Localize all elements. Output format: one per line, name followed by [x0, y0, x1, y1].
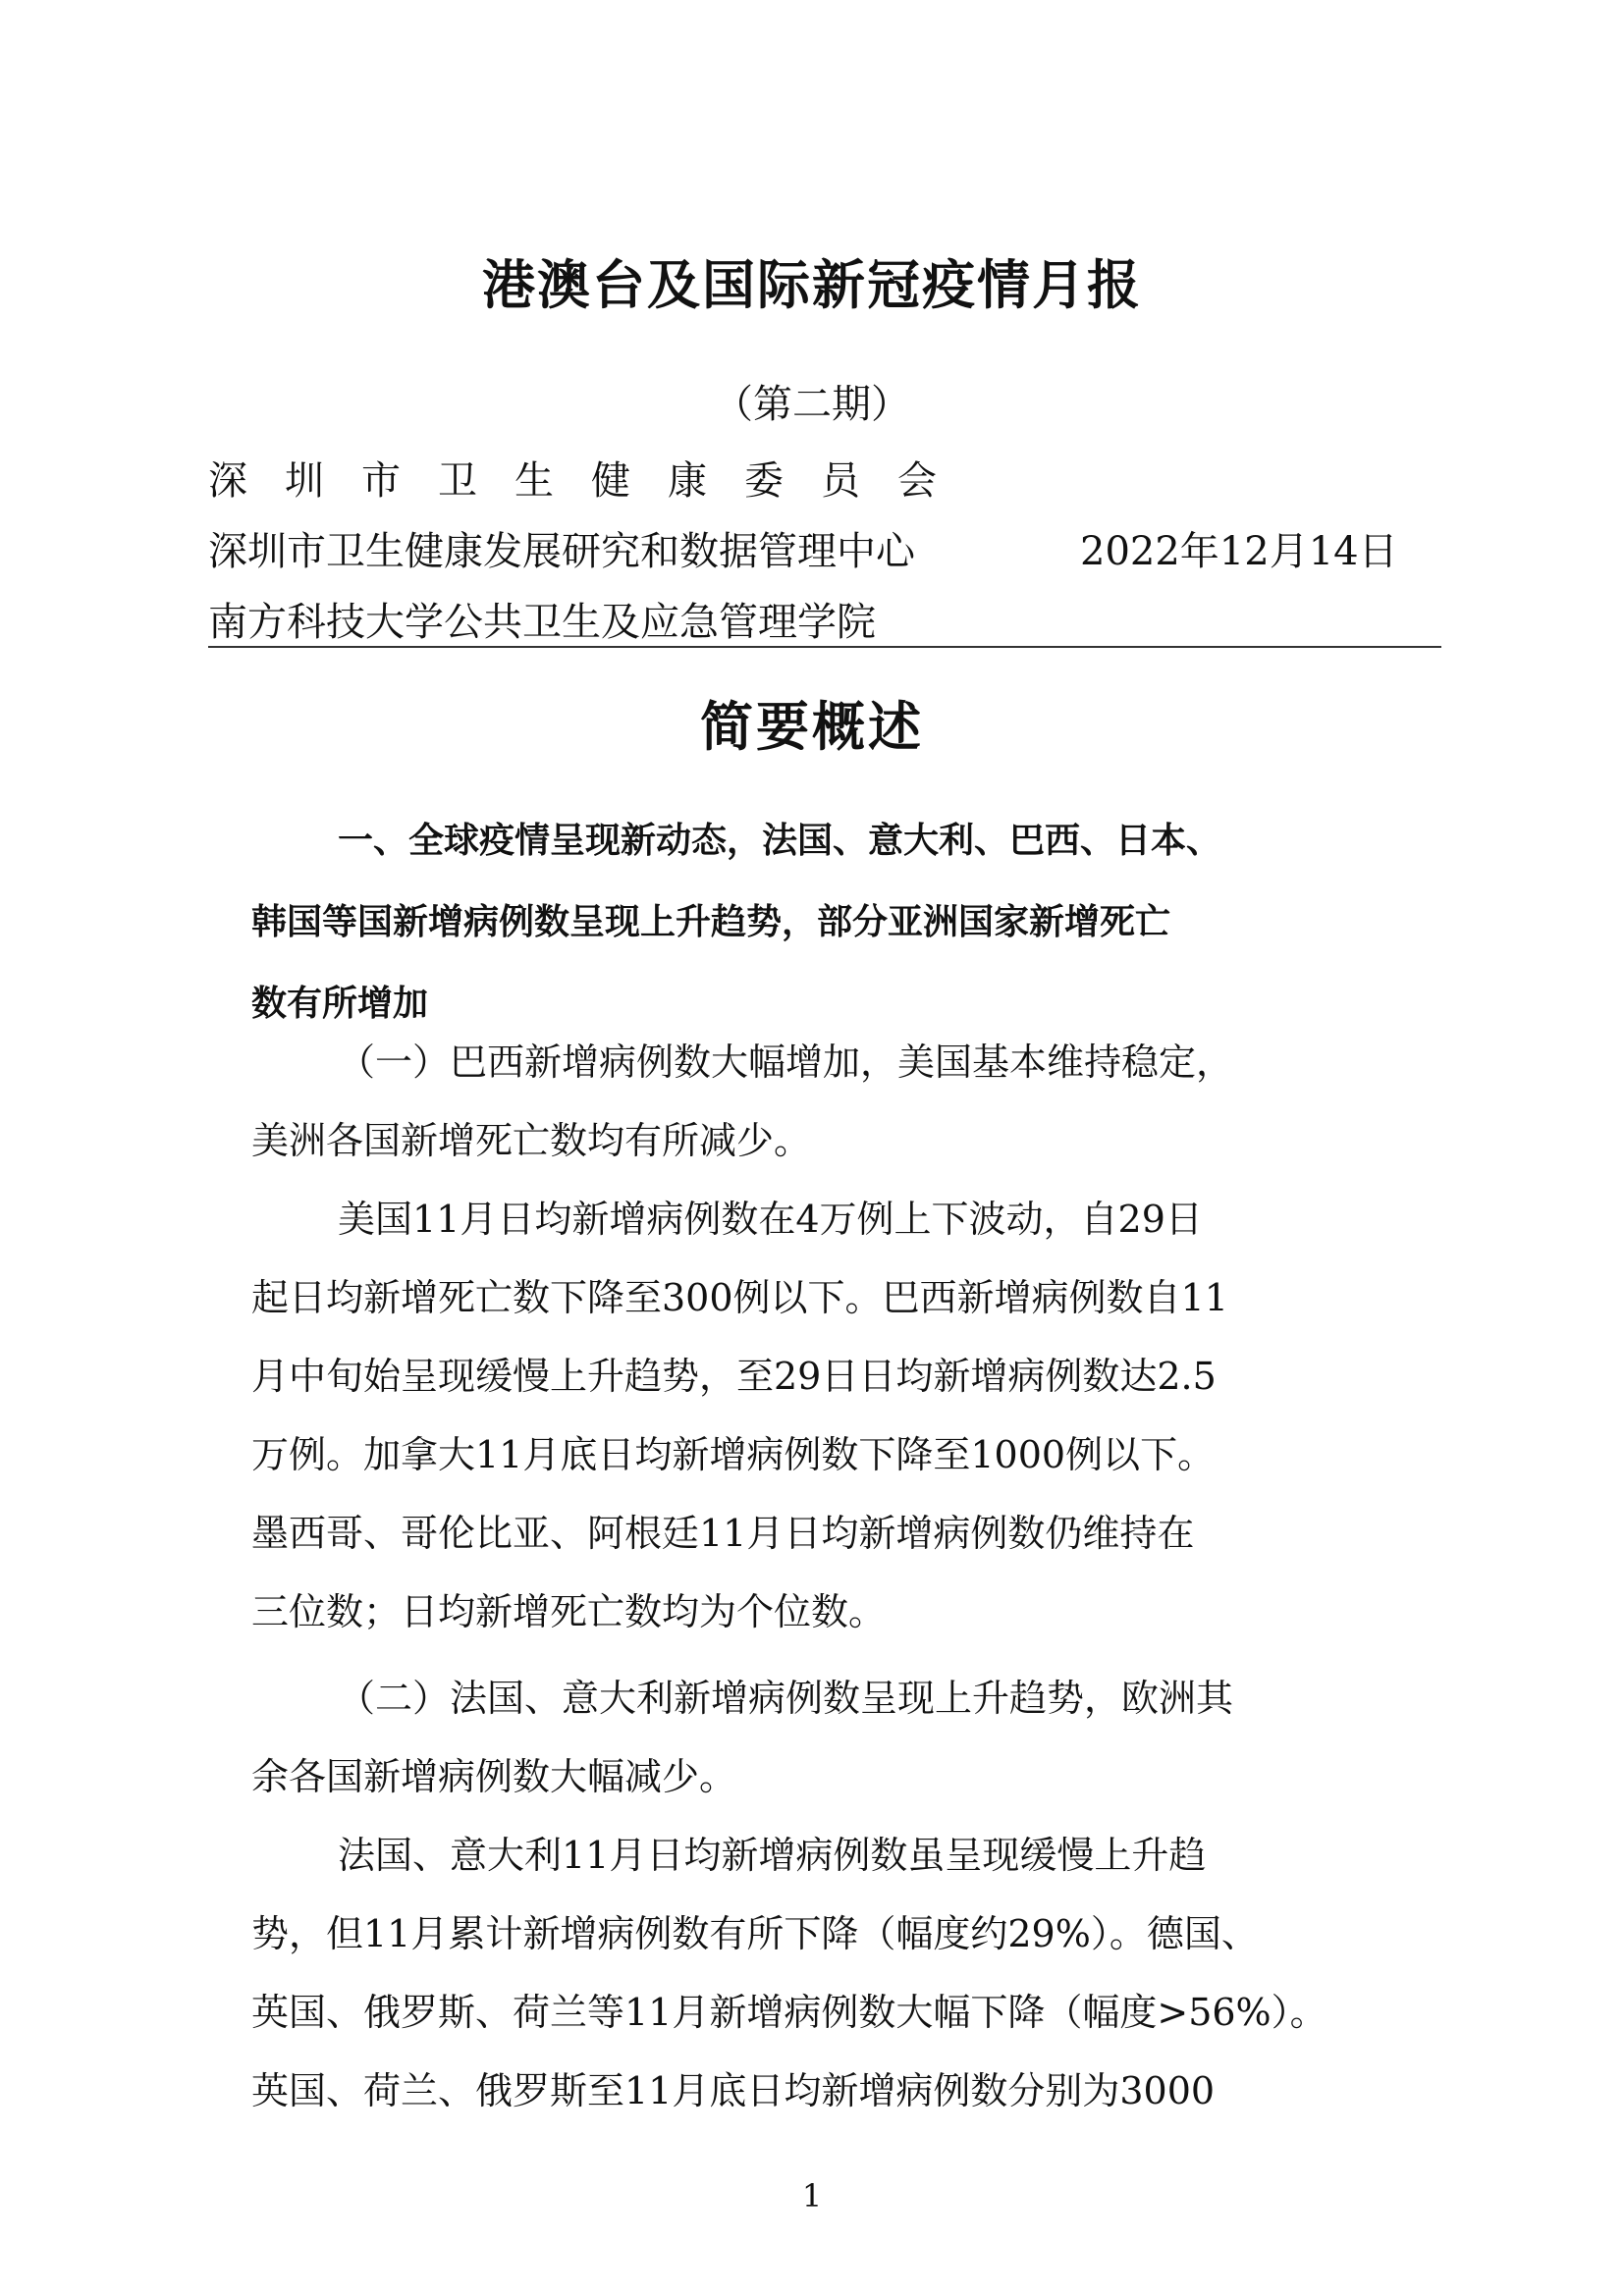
section-1-line: 数有所增加	[251, 984, 429, 1024]
paragraph-line: 美国11月日均新增病例数在4万例上下波动，自29日	[338, 1198, 1203, 1241]
paragraph-line: 势，但11月累计新增病例数有所下降（幅度约29%）。德国、	[251, 1912, 1259, 1955]
issue-number: （第二期）	[714, 382, 910, 427]
paragraph-line: 英国、俄罗斯、荷兰等11月新增病例数大幅下降（幅度>56%）。	[251, 1991, 1327, 2034]
paragraph-americas	[251, 1180, 1390, 1651]
subsection-2-heading	[251, 1659, 1390, 1816]
section-1-line: 一、全球疫情呈现新动态，法国、意大利、巴西、日本、	[338, 821, 1222, 861]
section-1-heading	[251, 800, 1390, 1044]
subsection-1-heading	[251, 1023, 1390, 1180]
issuing-org-3: 南方科技大学公共卫生及应急管理学院	[208, 600, 876, 645]
paragraph-europe	[251, 1816, 1390, 2130]
issuing-org-2: 深圳市卫生健康发展研究和数据管理中心	[208, 529, 915, 574]
summary-heading: 简要概述	[700, 695, 924, 758]
report-date: 2022年12月14日	[1080, 529, 1398, 574]
report-title: 港澳台及国际新冠疫情月报	[482, 253, 1142, 316]
paragraph-line: 英国、荷兰、俄罗斯至11月底日均新增病例数分别为3000	[251, 2069, 1216, 2112]
paragraph-line: 月中旬始呈现缓慢上升趋势，至29日日均新增病例数达2.5	[251, 1355, 1217, 1398]
header-divider	[208, 646, 1441, 648]
paragraph-line: 万例。加拿大11月底日均新增病例数下降至1000例以下。	[251, 1433, 1216, 1476]
subsection-1-line: 美洲各国新增死亡数均有所减少。	[251, 1119, 812, 1162]
subsection-1-line: （一）巴西新增病例数大幅增加，美国基本维持稳定，	[338, 1041, 1234, 1084]
paragraph-line: 起日均新增死亡数下降至300例以下。巴西新增病例数自11	[251, 1276, 1228, 1319]
page-number: 1	[801, 2177, 823, 2215]
section-1-line: 韩国等国新增病例数呈现上升趋势，部分亚洲国家新增死亡	[251, 902, 1171, 942]
paragraph-line: 墨西哥、哥伦比亚、阿根廷11月日均新增病例数仍维持在	[251, 1512, 1195, 1555]
paragraph-line: 法国、意大利11月日均新增病例数虽呈现缓慢上升趋	[338, 1834, 1207, 1877]
subsection-2-line: （二）法国、意大利新增病例数呈现上升趋势，欧洲其	[338, 1677, 1234, 1720]
subsection-2-line: 余各国新增病例数大幅减少。	[251, 1755, 737, 1798]
paragraph-line: 三位数；日均新增死亡数均为个位数。	[251, 1590, 887, 1633]
issuing-org-1: 深圳市卫生健康委员会	[208, 458, 974, 504]
